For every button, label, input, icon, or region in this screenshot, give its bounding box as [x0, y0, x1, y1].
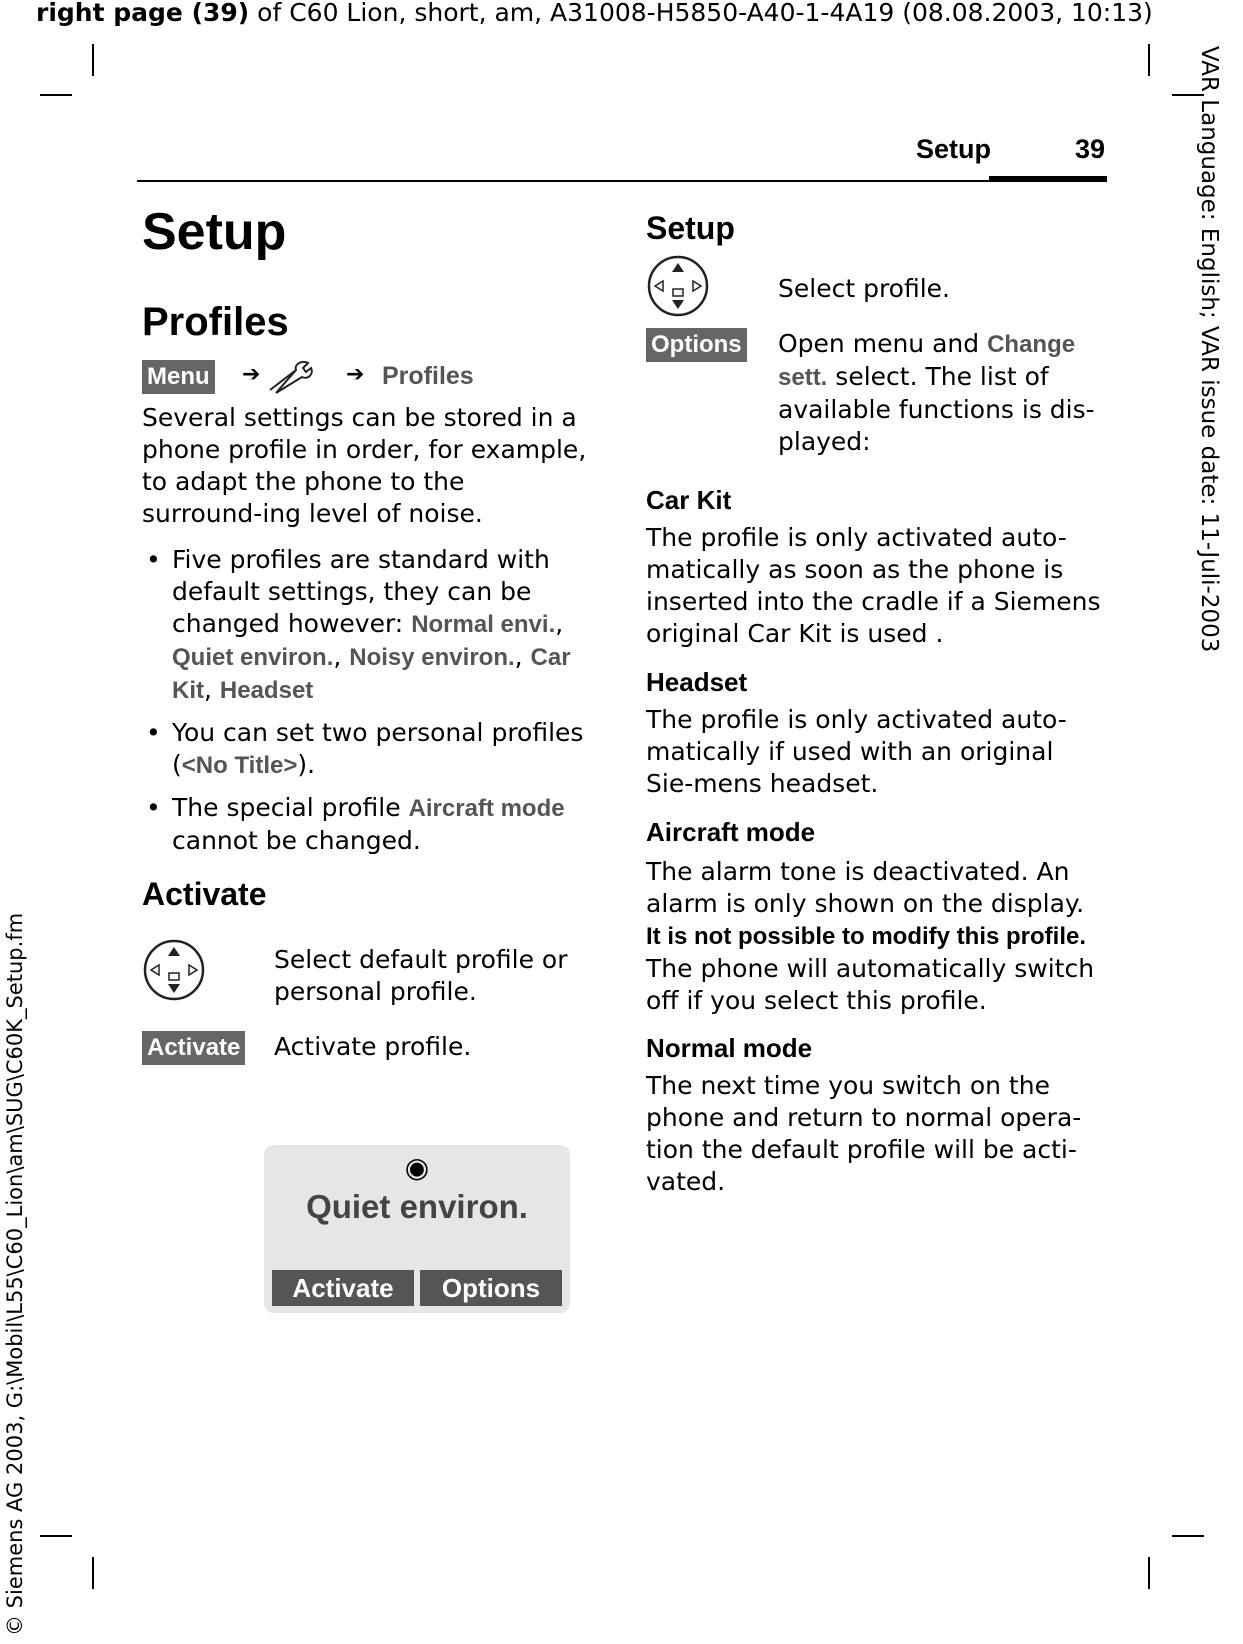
carkit-text: The profile is only activated auto-matically as soon as the phone is inserted into the cradle if a Siemens original Car Kit is used .	[646, 523, 1101, 648]
menu-key[interactable]: Menu	[142, 360, 215, 394]
bullet-standard-profiles: • Five profiles are standard with default settings, they can be changed however: Normal envi., Quiet environ., Noisy environ., Car Kit, Headset	[142, 544, 592, 707]
top-banner	[36, 0, 1153, 28]
bullet-aircraft-profile: • The special profile Aircraft mode cannot be changed.	[142, 792, 592, 857]
crop-mark	[1148, 1557, 1150, 1589]
profile-name: <No Title>	[181, 752, 298, 779]
navigation-key-icon	[646, 254, 710, 318]
side-note-right: VAR Language: English; VAR issue date: 11-Juli-2003	[1196, 46, 1222, 653]
profiles-bullet-list	[142, 544, 592, 867]
crop-mark	[1172, 1535, 1204, 1537]
activate-profile-text: Activate profile.	[274, 1032, 472, 1061]
options-key[interactable]: Options	[646, 328, 747, 362]
headset-text: The profile is only activated auto-matically if used with an original Sie-mens headset.	[646, 705, 1067, 798]
aircraft-warning: It is not possible to modify this profile.	[646, 923, 1087, 950]
setup-heading: Setup	[646, 210, 735, 246]
header-rule-accent	[989, 176, 1107, 182]
crop-mark	[92, 1557, 94, 1589]
banner-doc-info: of C60 Lion, short, am, A31008-H5850-A40-1-4A19 (08.08.2003, 10:13)	[249, 0, 1153, 27]
profiles-heading: Profiles	[142, 300, 289, 344]
crop-mark	[40, 94, 72, 96]
normal-text: The next time you switch on the phone and return to normal opera-tion the default profile will be acti-vated.	[646, 1071, 1082, 1196]
carkit-heading: Car Kit	[646, 485, 732, 515]
activate-select-text: Select default profile or personal profile.	[274, 945, 568, 1006]
profile-name: Quiet environ.	[172, 644, 334, 671]
softkey-options[interactable]: Options	[420, 1270, 562, 1306]
display-profile-title: Quiet environ.	[306, 1188, 528, 1225]
profile-name: Car Kit	[172, 644, 571, 704]
select-profile-text: Select profile.	[778, 274, 950, 303]
banner-page-label: right page (39)	[36, 0, 250, 27]
softkey-activate[interactable]: Activate	[272, 1270, 414, 1306]
crop-mark	[40, 1535, 72, 1537]
crop-mark	[92, 44, 94, 76]
profile-name: Aircraft mode	[408, 795, 565, 822]
page-title: Setup	[142, 203, 287, 261]
normal-heading: Normal mode	[646, 1033, 813, 1063]
headset-heading: Headset	[646, 667, 748, 697]
profile-name: Normal envi.	[411, 611, 556, 638]
header-rule	[137, 180, 1107, 182]
side-note-left: © Siemens AG 2003, G:\Mobil\L55\C60_Lion\am\SUG\C60K_Setup.fm	[3, 912, 27, 1636]
aircraft-heading: Aircraft mode	[646, 817, 816, 847]
running-header-section: Setup	[916, 134, 992, 164]
wrench-icon	[266, 360, 316, 394]
profile-name: Noisy environ.	[349, 644, 515, 671]
change-sett-link: Change sett.	[778, 331, 1076, 391]
options-description: Open menu and Change sett. select. The list of available functions is dis-played:	[778, 329, 1095, 456]
selected-radio-icon: ◉	[404, 1151, 430, 1184]
page-number: 39	[1075, 134, 1106, 164]
arrow-icon: ➔	[346, 362, 365, 387]
phone-display	[264, 1145, 570, 1313]
arrow-icon: ➔	[242, 362, 261, 387]
profiles-intro: Several settings can be stored in a phone profile in order, for example, to adapt the phone to the surround-ing level of noise.	[142, 403, 587, 528]
bullet-personal-profiles: • You can set two personal profiles (<No Title>).	[142, 717, 592, 782]
crop-mark	[1148, 44, 1150, 76]
aircraft-text: The alarm tone is deactivated. An alarm is only shown on the display. It is not possible to modify this profile. The phone will automatically switch off if you select this profile.	[646, 857, 1095, 1015]
profiles-link[interactable]: Profiles	[382, 362, 474, 390]
activate-heading: Activate	[142, 876, 267, 912]
profile-name: Headset	[219, 677, 314, 704]
navigation-key-icon	[142, 938, 206, 1002]
activate-key[interactable]: Activate	[142, 1031, 245, 1065]
